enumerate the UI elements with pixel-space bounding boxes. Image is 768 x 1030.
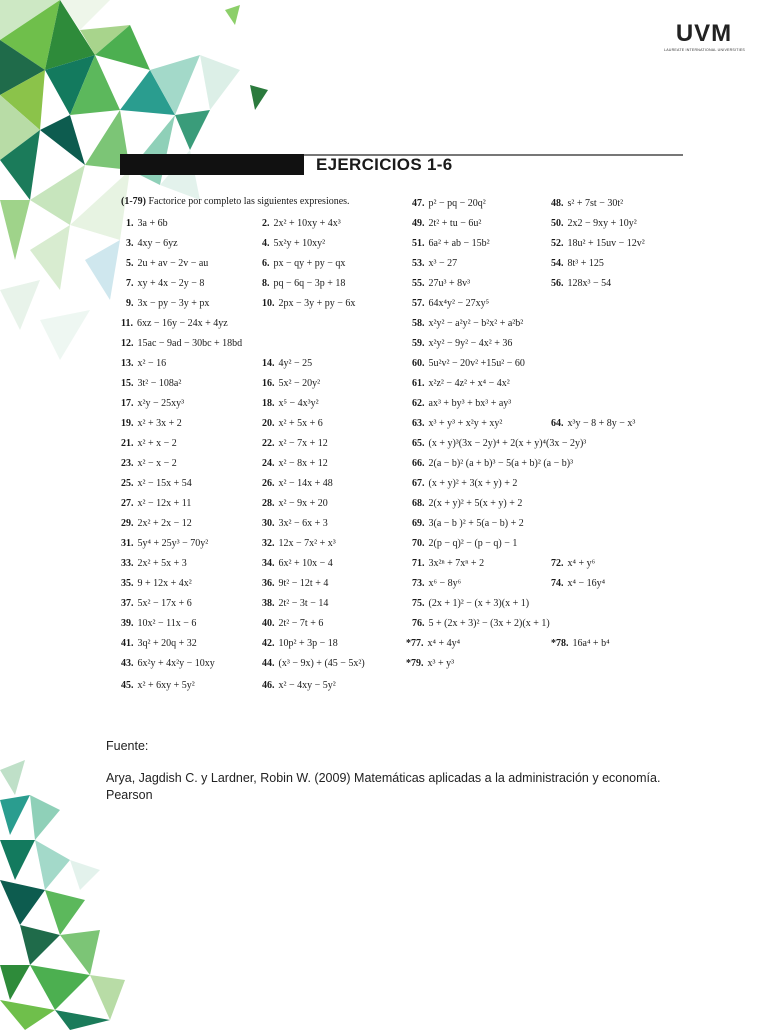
exercise-number: 22. [262, 438, 275, 449]
exercise-item [412, 378, 510, 390]
exercise-item [121, 558, 187, 570]
exercise-item [551, 218, 637, 230]
exercise-item [126, 278, 204, 290]
exercise-number: 17. [121, 398, 134, 409]
exercise-expression: 6x²y + 4x²y − 10xy [137, 658, 215, 669]
exercise-expression: 5y⁴ + 25y³ − 70y² [137, 538, 209, 549]
exercise-item [412, 238, 490, 250]
exercise-item [406, 638, 460, 650]
exercise-item [262, 278, 345, 290]
exercise-item [262, 578, 328, 590]
exercise-item [121, 438, 177, 450]
exercise-expression: 2t² − 3t − 14 [278, 598, 329, 609]
exercise-expression: x⁴ − 16y⁴ [567, 578, 606, 589]
exercise-expression: x⁴ + y⁶ [567, 558, 596, 569]
exercise-number: 58. [412, 318, 425, 329]
exercise-number: 39. [121, 618, 134, 629]
exercise-item [262, 498, 328, 510]
exercise-number: *79. [406, 658, 424, 669]
exercise-number: 56. [551, 278, 564, 289]
exercise-number: 36. [262, 578, 275, 589]
exercise-expression: px − qy + py − qx [273, 258, 346, 269]
exercise-item [262, 238, 325, 250]
exercise-number: 54. [551, 258, 564, 269]
exercise-number: 32. [262, 538, 275, 549]
logo-wordmark: UVM [675, 20, 733, 47]
exercise-number: 66. [412, 458, 425, 469]
exercise-item [121, 418, 182, 430]
source-citation: Arya, Jagdish C. y Lardner, Robin W. (2009) Matemáticas aplicadas a la administración y economía. [106, 771, 661, 785]
exercise-expression: (2x + 1)² − (x + 3)(x + 1) [428, 598, 530, 609]
exercise-expression: 12x − 7x² + x³ [278, 538, 336, 549]
exercise-expression: x³ + y³ [427, 658, 455, 669]
exercise-number: 69. [412, 518, 425, 529]
exercise-number: 37. [121, 598, 134, 609]
exercise-number: 46. [262, 680, 275, 691]
exercise-expression: 4xy − 6yz [137, 238, 178, 249]
exercise-expression: x² + 3x + 2 [137, 418, 182, 429]
exercise-number: 11. [121, 318, 133, 329]
exercise-number: 25. [121, 478, 134, 489]
exercise-expression: s² + 7st − 30t² [567, 198, 624, 209]
exercise-number: 42. [262, 638, 275, 649]
uvm-logo [664, 22, 744, 52]
exercise-number: 23. [121, 458, 134, 469]
logo-subtitle: LAUREATE INTERNATIONAL UNIVERSITIES [664, 48, 746, 52]
exercise-expression: 6a² + ab − 15b² [428, 238, 490, 249]
exercise-number: 6. [262, 258, 270, 269]
exercise-item [412, 398, 511, 410]
exercise-number: 9. [126, 298, 134, 309]
exercise-number: 31. [121, 538, 134, 549]
exercise-item [412, 278, 470, 290]
exercise-item [551, 278, 611, 290]
exercise-number: 71. [412, 558, 425, 569]
exercise-number: 68. [412, 498, 425, 509]
exercise-expression: 10x² − 11x − 6 [137, 618, 197, 629]
exercise-item [262, 680, 336, 692]
exercise-number: 18. [262, 398, 275, 409]
exercise-number: 48. [551, 198, 564, 209]
exercise-number: 51. [412, 238, 425, 249]
exercise-item [412, 558, 484, 570]
exercise-item [262, 218, 341, 230]
exercise-number: 30. [262, 518, 275, 529]
exercise-item [121, 538, 208, 550]
exercise-expression: p² − pq − 20q² [428, 198, 486, 209]
exercise-item [121, 680, 195, 692]
exercise-item [551, 578, 605, 590]
exercise-item [121, 378, 181, 390]
exercise-number: 53. [412, 258, 425, 269]
exercise-item [412, 478, 517, 490]
exercise-number: *77. [406, 638, 424, 649]
exercise-instruction [121, 196, 350, 207]
exercise-number: 33. [121, 558, 134, 569]
exercise-expression: 2x² + 5x + 3 [137, 558, 187, 569]
exercise-number: 28. [262, 498, 275, 509]
exercise-number: 49. [412, 218, 425, 229]
exercise-expression: 2(x + y)² + 5(x + y) + 2 [428, 498, 523, 509]
exercise-expression: 64x⁴y² − 27xy⁵ [428, 298, 490, 309]
exercise-item [412, 598, 529, 610]
exercise-item [126, 218, 168, 230]
exercise-number: 24. [262, 458, 275, 469]
exercise-item [262, 558, 333, 570]
exercise-expression: 5x² − 20y² [278, 378, 321, 389]
exercise-item [126, 298, 209, 310]
exercise-item [262, 618, 323, 630]
exercise-expression: 2x2 − 9xy + 10y² [567, 218, 637, 229]
exercise-number: 63. [412, 418, 425, 429]
exercise-number: 73. [412, 578, 425, 589]
exercise-expression: (x³ − 9x) + (45 − 5x²) [278, 658, 365, 669]
exercise-expression: x² − x − 2 [137, 458, 177, 469]
exercise-expression: x²z² − 4z² + x⁴ − 4x² [428, 378, 510, 389]
exercise-item [121, 598, 192, 610]
exercise-number: 60. [412, 358, 425, 369]
exercise-expression: 3a + 6b [137, 218, 168, 229]
exercise-expression: 15ac − 9ad − 30bc + 18bd [137, 338, 243, 349]
exercise-item [412, 458, 573, 470]
exercise-expression: x² + 5x + 6 [278, 418, 323, 429]
exercise-expression: 9t² − 12t + 4 [278, 578, 329, 589]
exercise-expression: x²y² − a²y² − b²x² + a²b² [428, 318, 524, 329]
exercise-item [412, 338, 512, 350]
exercise-item [121, 518, 192, 530]
exercise-number: 5. [126, 258, 134, 269]
exercise-item [121, 478, 192, 490]
exercise-number: 41. [121, 638, 134, 649]
exercise-item [412, 298, 489, 310]
exercise-item [412, 198, 486, 210]
exercise-expression: x² − 16 [137, 358, 167, 369]
exercise-expression: 2(a − b)² (a + b)³ − 5(a + b)² (a − b)³ [428, 458, 574, 469]
exercise-item [406, 658, 454, 670]
exercise-expression: 4y² − 25 [278, 358, 313, 369]
exercise-item [121, 498, 191, 510]
exercise-expression: pq − 6q − 3p + 18 [273, 278, 346, 289]
exercise-number: 59. [412, 338, 425, 349]
exercise-expression: 5u²v² − 20v² +15u² − 60 [428, 358, 525, 369]
exercise-item [412, 358, 525, 370]
exercise-number: 70. [412, 538, 425, 549]
exercise-expression: x³ − 27 [428, 258, 458, 269]
exercise-expression: 2t² + tu − 6u² [428, 218, 482, 229]
exercise-number: 19. [121, 418, 134, 429]
exercise-item [262, 658, 365, 670]
exercise-item [262, 518, 328, 530]
exercise-expression: x⁵ − 4x³y² [278, 398, 319, 409]
exercise-header [120, 154, 683, 176]
exercise-expression: 3(a − b )² + 5(a − b) + 2 [428, 518, 524, 529]
exercise-item [121, 458, 177, 470]
exercise-number: 64. [551, 418, 564, 429]
exercise-expression: x²y² − 9y² − 4x² + 36 [428, 338, 513, 349]
instruction-range: (1-79) [121, 196, 146, 207]
exercise-expression: 6xz − 16y − 24x + 4yz [136, 318, 228, 329]
exercise-expression: ax³ + by³ + bx³ + ay³ [428, 398, 512, 409]
exercise-expression: x² − 9x + 20 [278, 498, 328, 509]
exercise-expression: 2x² + 10xy + 4x³ [273, 218, 341, 229]
exercise-item [262, 458, 328, 470]
exercise-number: 43. [121, 658, 134, 669]
exercise-expression: x² − 12x + 11 [137, 498, 192, 509]
exercise-expression: 3t² − 108a² [137, 378, 182, 389]
exercise-item [121, 398, 184, 410]
exercise-expression: 9 + 12x + 4x² [137, 578, 192, 589]
source-label: Fuente: [106, 739, 149, 753]
exercise-item [551, 238, 645, 250]
instruction-text: Factorice por completo las siguientes expresiones. [148, 196, 350, 207]
exercise-expression: x²y − 25xy³ [137, 398, 185, 409]
exercise-item [262, 358, 312, 370]
exercise-expression: 2px − 3y + py − 6x [278, 298, 356, 309]
exercise-number: 34. [262, 558, 275, 569]
exercise-item [262, 258, 345, 270]
exercise-number: 20. [262, 418, 275, 429]
exercise-expression: 16a⁴ + b⁴ [572, 638, 610, 649]
exercise-expression: x² − 4xy − 5y² [278, 680, 336, 691]
exercise-item [262, 638, 338, 650]
header-black-bar [120, 154, 304, 175]
exercise-item [262, 598, 328, 610]
exercise-number: 40. [262, 618, 275, 629]
exercise-expression: x⁶ − 8y⁶ [428, 578, 462, 589]
exercise-expression: 2u + av − 2v − au [137, 258, 209, 269]
exercise-item [412, 518, 524, 530]
exercise-expression: 3x²ⁿ + 7xⁿ + 2 [428, 558, 485, 569]
exercise-item [121, 618, 196, 630]
exercise-item [412, 578, 461, 590]
exercise-expression: (x + y)² + 3(x + y) + 2 [428, 478, 518, 489]
exercise-expression: (x + y)³(3x − 2y)⁴ + 2(x + y)⁴(3x − 2y)³ [428, 438, 587, 449]
exercise-expression: xy + 4x − 2y − 8 [137, 278, 205, 289]
exercise-expression: x² − 15x + 54 [137, 478, 192, 489]
exercise-expression: 6x² + 10x − 4 [278, 558, 333, 569]
exercise-number: 52. [551, 238, 564, 249]
exercise-number: 67. [412, 478, 425, 489]
exercise-number: 21. [121, 438, 134, 449]
exercise-number: 50. [551, 218, 564, 229]
exercise-number: 75. [412, 598, 425, 609]
exercise-item [412, 418, 502, 430]
exercise-number: 14. [262, 358, 275, 369]
exercise-item [551, 418, 635, 430]
exercise-number: 76. [412, 618, 425, 629]
exercise-expression: 5 + (2x + 3)² − (3x + 2)(x + 1) [428, 618, 550, 629]
exercise-item [412, 438, 586, 450]
exercise-number: 55. [412, 278, 425, 289]
exercise-expression: 128x³ − 54 [567, 278, 612, 289]
exercise-item [121, 638, 197, 650]
exercise-item [412, 618, 550, 630]
exercise-number: 35. [121, 578, 134, 589]
exercise-item [412, 318, 523, 330]
exercise-number: 61. [412, 378, 425, 389]
exercise-expression: x² − 8x + 12 [278, 458, 328, 469]
exercise-item [262, 398, 319, 410]
exercise-expression: x² − 14x + 48 [278, 478, 333, 489]
exercise-expression: 2(p − q)² − (p − q) − 1 [428, 538, 518, 549]
exercise-item [121, 358, 166, 370]
exercise-expression: 5x²y + 10xy² [273, 238, 326, 249]
exercise-number: 44. [262, 658, 275, 669]
exercise-number: 26. [262, 478, 275, 489]
exercise-number: 38. [262, 598, 275, 609]
exercise-item [412, 218, 481, 230]
exercise-item [551, 258, 604, 270]
exercise-expression: x² + x − 2 [137, 438, 177, 449]
exercise-number: 16. [262, 378, 275, 389]
exercise-expression: 8t³ + 125 [567, 258, 604, 269]
exercise-number: 45. [121, 680, 134, 691]
exercise-number: 12. [121, 338, 134, 349]
exercise-expression: 3x² − 6x + 3 [278, 518, 328, 529]
exercise-number: 62. [412, 398, 425, 409]
exercise-item [551, 638, 610, 650]
exercise-number: 7. [126, 278, 134, 289]
exercise-item [262, 378, 320, 390]
exercise-expression: 2t² − 7t + 6 [278, 618, 324, 629]
exercise-expression: 2x² + 2x − 12 [137, 518, 192, 529]
exercise-expression: 10p² + 3p − 18 [278, 638, 338, 649]
exercise-item [262, 478, 333, 490]
exercise-number: 72. [551, 558, 564, 569]
exercise-item [412, 258, 457, 270]
exercise-number: 3. [126, 238, 134, 249]
exercise-number: 47. [412, 198, 425, 209]
exercise-item [126, 238, 178, 250]
source-publisher: Pearson [106, 788, 153, 802]
exercise-expression: x² − 7x + 12 [278, 438, 328, 449]
exercise-expression: 27u³ + 8v³ [428, 278, 471, 289]
exercise-item [412, 538, 517, 550]
exercise-number: 27. [121, 498, 134, 509]
exercise-expression: 3q² + 20q + 32 [137, 638, 197, 649]
exercise-item [121, 578, 192, 590]
exercise-item [262, 418, 323, 430]
exercise-number: 74. [551, 578, 564, 589]
exercise-number: 10. [262, 298, 275, 309]
exercise-item [121, 318, 228, 330]
exercise-item [551, 198, 623, 210]
exercise-expression: x⁴ + 4y⁴ [427, 638, 461, 649]
exercise-item [121, 338, 242, 350]
exercise-number: 15. [121, 378, 134, 389]
exercise-title: EJERCICIOS 1-6 [316, 155, 453, 174]
exercise-item [412, 498, 522, 510]
exercise-expression: 5x² − 17x + 6 [137, 598, 192, 609]
exercise-number: 57. [412, 298, 425, 309]
exercise-item [121, 658, 215, 670]
exercise-number: 65. [412, 438, 425, 449]
exercise-number: 13. [121, 358, 134, 369]
exercise-expression: x² + 6xy + 5y² [137, 680, 195, 691]
exercise-number: 4. [262, 238, 270, 249]
exercise-item [262, 298, 355, 310]
exercise-number: *78. [551, 638, 569, 649]
exercise-expression: 18u² + 15uv − 12v² [567, 238, 645, 249]
exercise-number: 29. [121, 518, 134, 529]
exercise-item [262, 438, 328, 450]
exercise-expression: x³ + y³ + x²y + xy² [428, 418, 503, 429]
exercise-item [126, 258, 208, 270]
exercise-expression: 3x − py − 3y + px [137, 298, 210, 309]
exercise-item [551, 558, 595, 570]
exercise-number: 8. [262, 278, 270, 289]
exercise-expression: x³y − 8 + 8y − x³ [567, 418, 636, 429]
exercise-item [262, 538, 336, 550]
exercise-number: 2. [262, 218, 270, 229]
exercise-number: 1. [126, 218, 134, 229]
